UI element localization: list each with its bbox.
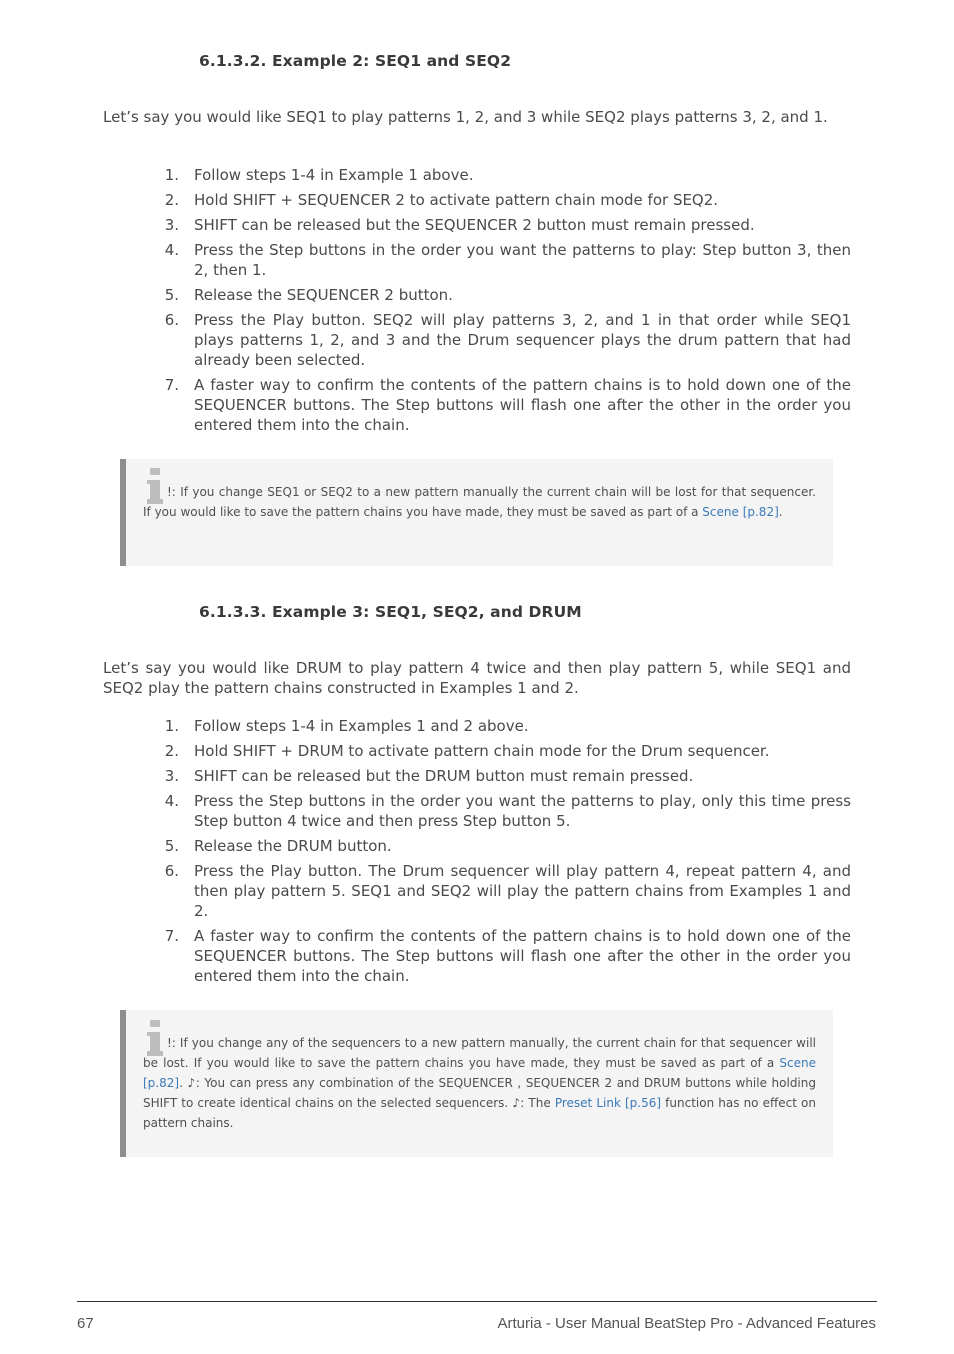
- list-item: 3. SHIFT can be released but the SEQUENCER 2 button must remain pressed.: [164, 216, 755, 234]
- footer-divider: [77, 1301, 877, 1302]
- list-item: 5. Release the SEQUENCER 2 button.: [164, 286, 453, 304]
- list-item: 4. Press the Step buttons in the order you want the patterns to play, only this time press Step button 4 twice and then press Step button 5.: [164, 792, 851, 830]
- note-text: !: If you change SEQ1 or SEQ2 to a new pattern manually the current chain will be lost for that sequencer. If you would like to save the pattern chains you have made, they must be saved as part of a Scene [p.82].: [143, 485, 816, 519]
- note-text: !: If you change any of the sequencers to a new pattern manually, the current chain for that sequencer will be lost. If you would like to save the pattern chains you have made, they must be saved as part of a Scene [p.82]. ♪: You can press any combination of the SEQUENCER , SEQUENCER 2 and DRUM buttons while holding SHIFT to create identical chains on the selected sequencers. ♪: The Preset Link [p.56] function has no effect on pattern chains.: [143, 1036, 816, 1130]
- info-note-example-3: [120, 1010, 833, 1157]
- list-item: 6. Press the Play button. The Drum sequencer will play pattern 4, repeat pattern 4, and then play pattern 5. SEQ1 and SEQ2 will play the pattern chains from Examples 1 and 2.: [164, 862, 851, 920]
- footer-title: Arturia - User Manual BeatStep Pro - Advanced Features: [497, 1315, 876, 1332]
- list-item: 4. Press the Step buttons in the order you want the patterns to play: Step button 3, then 2, then 1.: [164, 241, 851, 279]
- list-item: 1. Follow steps 1-4 in Example 1 above.: [164, 166, 474, 184]
- section-heading-example-3: 6.1.3.3. Example 3: SEQ1, SEQ2, and DRUM: [199, 603, 582, 621]
- list-item: 6. Press the Play button. SEQ2 will play patterns 3, 2, and 1 in that order while SEQ1 plays patterns 1, 2, and 3 and the Drum sequencer plays the drum pattern that had already been selected.: [164, 311, 851, 369]
- scene-link[interactable]: Scene [p.82]: [702, 505, 779, 519]
- list-item: 5. Release the DRUM button.: [164, 837, 392, 855]
- preset-link-link[interactable]: Preset Link [p.56]: [554, 1096, 662, 1110]
- list-item: 3. SHIFT can be released but the DRUM button must remain pressed.: [164, 767, 694, 785]
- list-item: 7. A faster way to confirm the contents of the pattern chains is to hold down one of the SEQUENCER buttons. The Step buttons will flash one after the other in the order you entered them into the chain.: [164, 927, 851, 985]
- scene-link[interactable]: Scene [p.82]: [143, 1056, 816, 1090]
- list-item: 1. Follow steps 1-4 in Examples 1 and 2 above.: [164, 717, 529, 735]
- steps-list-example-2: [103, 165, 851, 440]
- info-note-example-2: [120, 459, 833, 566]
- list-item: 7. A faster way to confirm the contents of the pattern chains is to hold down one of the SEQUENCER buttons. The Step buttons will flash one after the other in the order you entered them into the chain.: [164, 376, 851, 434]
- page-number: 67: [77, 1315, 94, 1332]
- list-item: 2. Hold SHIFT + DRUM to activate pattern chain mode for the Drum sequencer.: [164, 742, 770, 760]
- section-intro-example-2: Let’s say you would like SEQ1 to play patterns 1, 2, and 3 while SEQ2 plays patterns 3, 2, and 1.: [103, 108, 828, 126]
- section-heading-example-2: 6.1.3.2. Example 2: SEQ1 and SEQ2: [199, 52, 512, 70]
- steps-list-example-3: [103, 716, 851, 991]
- list-item: 2. Hold SHIFT + SEQUENCER 2 to activate pattern chain mode for SEQ2.: [164, 191, 719, 209]
- section-intro-example-3: Let’s say you would like DRUM to play pattern 4 twice and then play pattern 5, while SEQ1 and SEQ2 play the pattern chains constructed in Examples 1 and 2.: [103, 659, 851, 697]
